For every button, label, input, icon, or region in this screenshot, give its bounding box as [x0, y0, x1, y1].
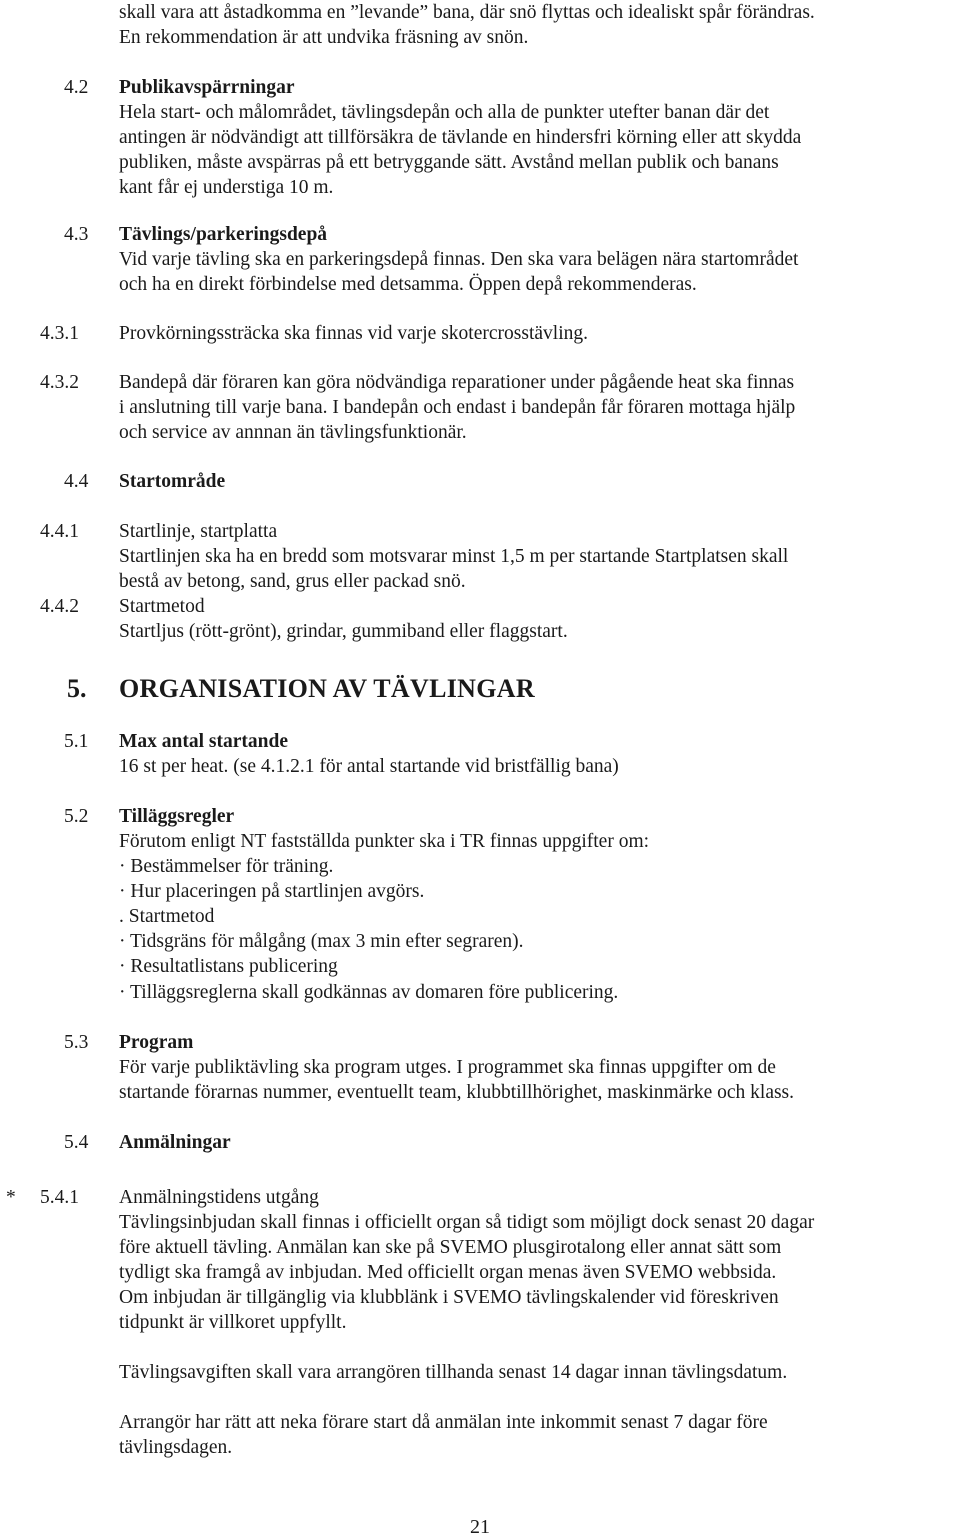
page-number: 21	[470, 1516, 490, 1538]
section-heading: Max antal startande	[119, 731, 288, 752]
body-text: Provkörningssträcka ska finnas vid varje skotercrosstävling.	[119, 323, 588, 344]
body-text: Om inbjudan är tillgänglig via klubblänk i SVEMO tävlingskalender vid föreskriven	[119, 1287, 779, 1308]
section-number: 4.3	[64, 224, 89, 245]
subsection-title: Anmälningstidens utgång	[119, 1187, 319, 1208]
section-number: 5.3	[64, 1032, 89, 1053]
section-heading: Tilläggsregler	[119, 806, 235, 827]
body-text: startande förarnas nummer, eventuellt team, klubbtillhörighet, maskinmärke och klass.	[119, 1082, 795, 1103]
body-text: publiken, måste avspärras på ett betryggande sätt. Avstånd mellan publik och banans	[119, 152, 779, 173]
change-marker: *	[6, 1187, 16, 1208]
section-number: 4.3.1	[40, 323, 79, 344]
chapter-number: 5.	[67, 674, 87, 703]
list-item: · Resultatlistans publicering	[119, 956, 338, 977]
section-number: 5.4.1	[40, 1187, 79, 1208]
body-text: bestå av betong, sand, grus eller packad snö.	[119, 571, 466, 592]
list-item: · Bestämmelser för träning.	[119, 856, 334, 877]
body-text: Hela start- och målområdet, tävlingsdepån och alla de punkter utefter banan där det	[119, 102, 770, 123]
body-text: tävlingsdagen.	[119, 1437, 233, 1458]
section-heading: Anmälningar	[119, 1132, 231, 1153]
section-number: 5.4	[64, 1132, 89, 1153]
section-number: 5.1	[64, 731, 89, 752]
list-item: · Tilläggsreglerna skall godkännas av domaren före publicering.	[119, 982, 619, 1003]
body-text: skall vara att åstadkomma en ”levande” bana, där snö flyttas och idealiskt spår förändras.	[119, 2, 815, 23]
chapter-heading: ORGANISATION AV TÄVLINGAR	[119, 674, 535, 703]
section-heading: Publikavspärrningar	[119, 77, 295, 98]
body-text: Startlinjen ska ha en bredd som motsvarar minst 1,5 m per startande Startplatsen skall	[119, 546, 789, 567]
body-text: Arrangör har rätt att neka förare start då anmälan inte inkommit senast 7 dagar före	[119, 1412, 768, 1433]
subsection-title: Startlinje, startplatta	[119, 521, 278, 542]
body-text: 16 st per heat. (se 4.1.2.1 för antal startande vid bristfällig bana)	[119, 756, 619, 777]
body-text: Förutom enligt NT fastställda punkter ska i TR finnas uppgifter om:	[119, 831, 650, 852]
body-text: i anslutning till varje bana. I bandepån och endast i bandepån får föraren mottaga hjälp	[119, 397, 796, 418]
body-text: kant får ej understiga 10 m.	[119, 177, 334, 198]
body-text: och ha en direkt förbindelse med detsamma. Öppen depå rekommenderas.	[119, 274, 697, 295]
section-heading: Tävlings/parkeringsdepå	[119, 224, 328, 245]
list-item: . Startmetod	[119, 906, 215, 927]
list-item: · Tidsgräns för målgång (max 3 min efter segraren).	[119, 931, 524, 952]
body-text: Bandepå där föraren kan göra nödvändiga reparationer under pågående heat ska finnas	[119, 372, 795, 393]
body-text: Vid varje tävling ska en parkeringsdepå finnas. Den ska vara belägen nära startområdet	[119, 249, 799, 270]
body-text: En rekommendation är att undvika fräsning av snön.	[119, 27, 529, 48]
section-number: 4.4	[64, 471, 89, 492]
section-number: 4.4.1	[40, 521, 79, 542]
subsection-title: Startmetod	[119, 596, 205, 617]
body-text: Tävlingsinbjudan skall finnas i officiellt organ så tidigt som möjligt dock senast 20 dagar	[119, 1212, 815, 1233]
section-number: 4.4.2	[40, 596, 79, 617]
body-text: Startljus (rött-grönt), grindar, gummiband eller flaggstart.	[119, 621, 568, 642]
body-text: tidpunkt är villkoret uppfyllt.	[119, 1312, 347, 1333]
body-text: Tävlingsavgiften skall vara arrangören tillhanda senast 14 dagar innan tävlingsdatum.	[119, 1362, 788, 1383]
section-number: 4.2	[64, 77, 89, 98]
section-heading: Startområde	[119, 471, 226, 492]
body-text: före aktuell tävling. Anmälan kan ske på SVEMO plusgirotalong eller annat sätt som	[119, 1237, 782, 1258]
section-number: 4.3.2	[40, 372, 79, 393]
section-heading: Program	[119, 1032, 194, 1053]
section-number: 5.2	[64, 806, 89, 827]
body-text: För varje publiktävling ska program utges. I programmet ska finnas uppgifter om de	[119, 1057, 776, 1078]
list-item: · Hur placeringen på startlinjen avgörs.	[119, 881, 425, 902]
body-text: och service av annnan än tävlingsfunktionär.	[119, 422, 467, 443]
body-text: tydligt ska framgå av inbjudan. Med officiellt organ menas även SVEMO webbsida.	[119, 1262, 777, 1283]
body-text: antingen är nödvändigt att tillförsäkra de tävlande en hindersfri körning eller att skydda	[119, 127, 802, 148]
